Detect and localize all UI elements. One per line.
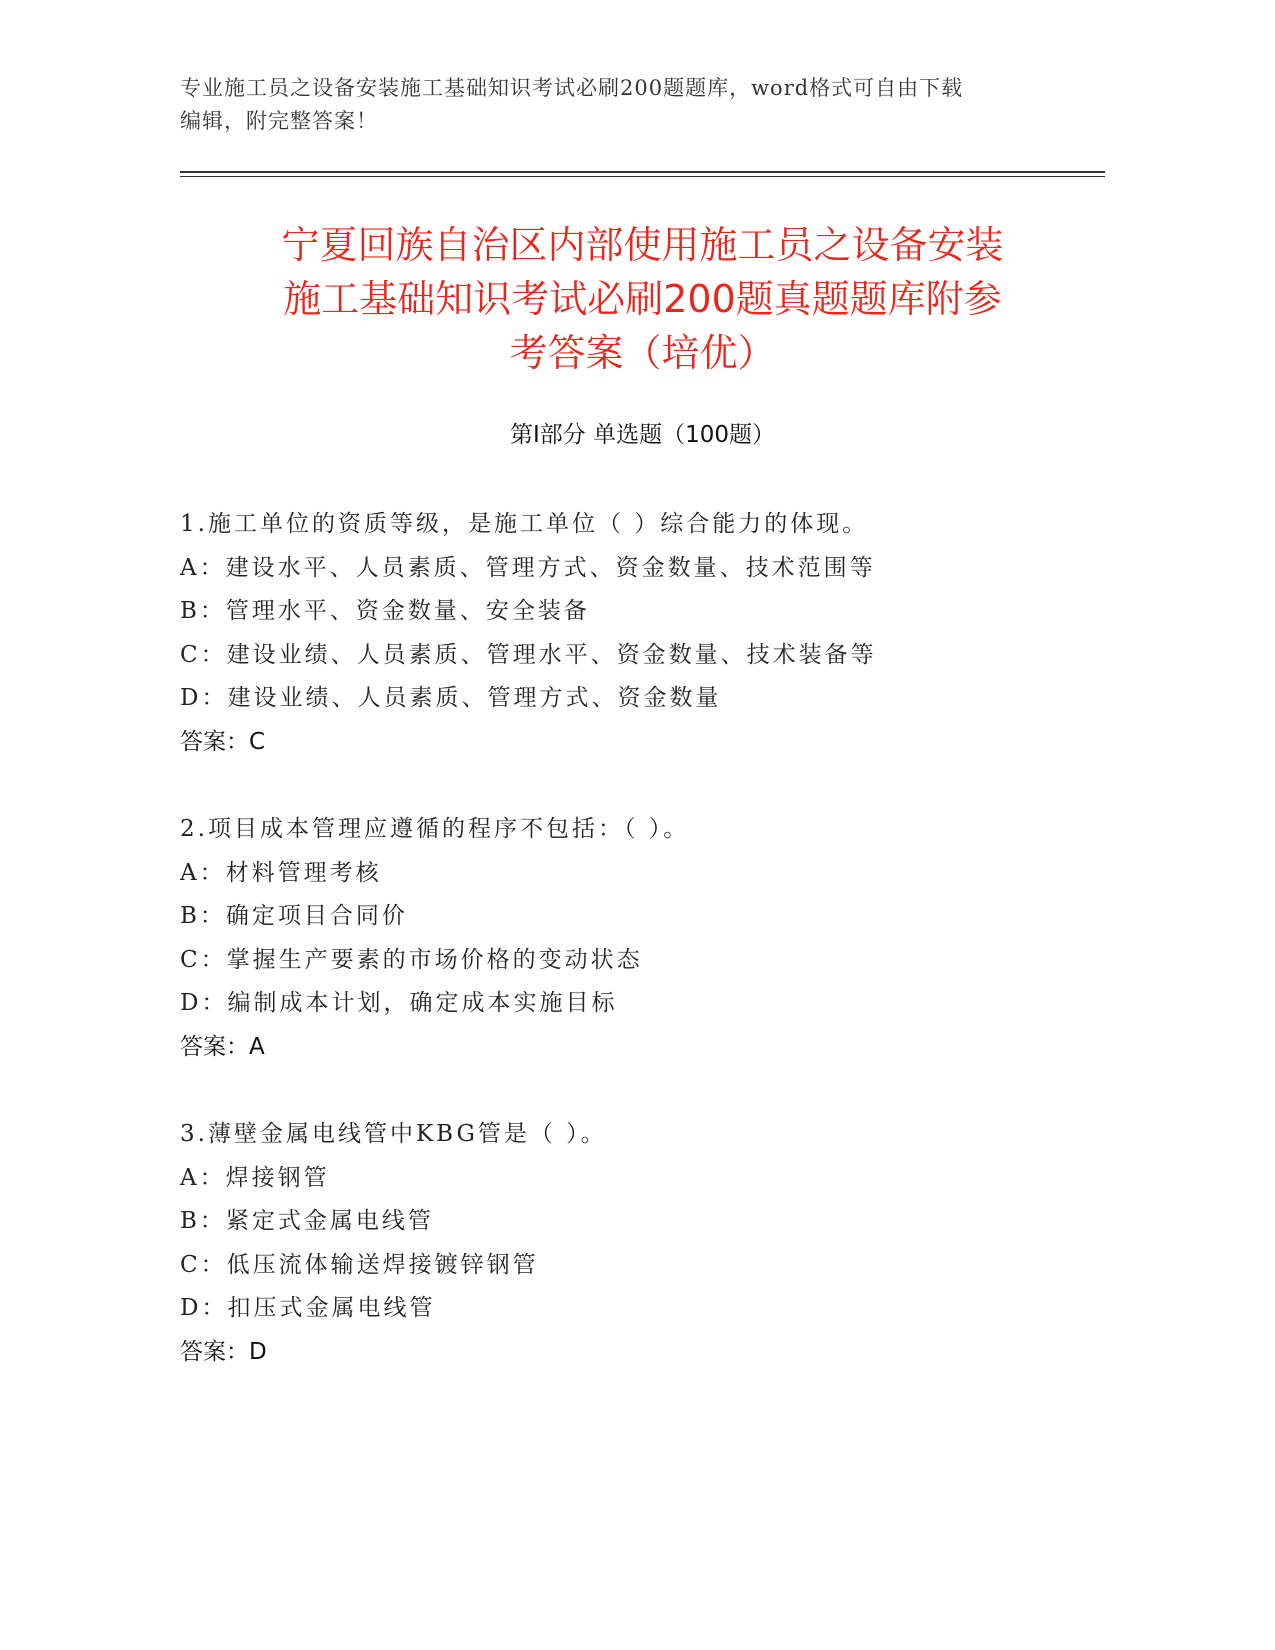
option-d: D：扣压式金属电线管 (180, 1295, 436, 1321)
document-title (180, 218, 1105, 380)
question-stem: 2.项目成本管理应遵循的程序不包括：（ ）。 (180, 816, 690, 842)
option-a: A：材料管理考核 (180, 859, 382, 886)
question-stem: 1.施工单位的资质等级，是施工单位（ ）综合能力的体现。 (180, 511, 869, 537)
question-answer: 答案：C (180, 728, 266, 755)
option-c: C：低压流体输送焊接镀锌钢管 (180, 1251, 539, 1278)
header-note (180, 72, 1060, 138)
option-b: B：确定项目合同价 (180, 903, 408, 929)
option-c: C：掌握生产要素的市场价格的变动状态 (180, 946, 643, 973)
option-a: A：建设水平、人员素质、管理方式、资金数量、技术范围等 (180, 554, 876, 581)
question-3 (180, 1113, 1105, 1374)
header-note-line-2: 编辑，附完整答案！ (180, 109, 378, 133)
question-answer: 答案：D (180, 1338, 267, 1365)
question-stem: 3.薄壁金属电线管中KBG管是（ ）。 (180, 1121, 607, 1147)
header-note-line-1: 专业施工员之设备安装施工基础知识考试必刷200题题库，word格式可自由下载 (180, 76, 964, 100)
question-1 (180, 503, 1105, 764)
option-b: B：紧定式金属电线管 (180, 1208, 434, 1234)
header-divider-thick (180, 171, 1105, 173)
header-divider-thin (180, 176, 1105, 177)
section-title: 第Ⅰ部分 单选题（100题） (510, 422, 775, 448)
option-a: A：焊接钢管 (180, 1164, 330, 1191)
option-d: D：建设业绩、人员素质、管理方式、资金数量 (180, 685, 722, 711)
option-c: C：建设业绩、人员素质、管理水平、资金数量、技术装备等 (180, 641, 877, 668)
document-title-line-3: 考答案（培优） (509, 331, 776, 375)
document-title-line-1: 宁夏回族自治区内部使用施工员之设备安装 (281, 223, 1004, 267)
option-b: B：管理水平、资金数量、安全装备 (180, 598, 590, 624)
document-title-line-2: 施工基础知识考试必刷200题真题题库附参 (283, 277, 1002, 321)
option-d: D：编制成本计划，确定成本实施目标 (180, 990, 618, 1016)
question-answer: 答案：A (180, 1033, 265, 1060)
question-2 (180, 808, 1105, 1069)
